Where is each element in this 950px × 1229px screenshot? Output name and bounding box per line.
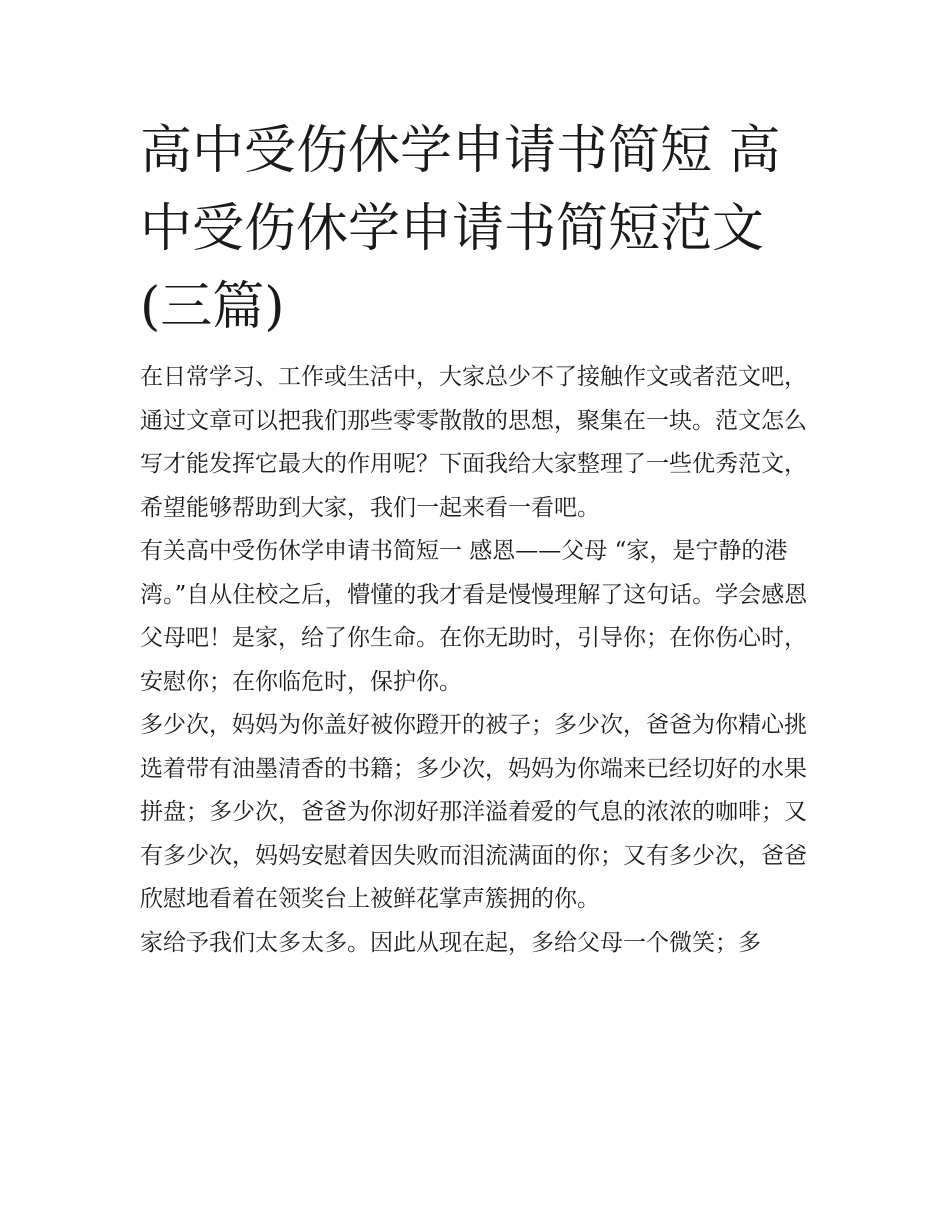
paragraph-memories: 多少次，妈妈为你盖好被你蹬开的被子；多少次，爸爸为你精心挑选着带有油墨清香的书籍；多少次，妈妈为你端来已经切好的水果拼盘；多少次，爸爸为你沏好那洋溢着爱的气息的浓浓的咖啡；又有多少次，妈妈安慰着因失败而泪流满面的你；又有多少次，爸爸欣慰地看着在领奖台上被鲜花掌声簇拥的你。: [140, 712, 807, 912]
document-title: 高中受伤休学申请书简短 高中受伤休学申请书简短范文(三篇): [140, 121, 781, 337]
paragraph-conclusion: 家给予我们太多太多。因此从现在起，多给父母一个微笑；多: [140, 929, 761, 956]
paragraph-intro: 在日常学习、工作或生活中，大家总少不了接触作文或者范文吧，通过文章可以把我们那些零零散散的思想，聚集在一块。范文怎么写才能发挥它最大的作用呢？下面我给大家整理了一些优秀范文，希望能够帮助到大家，我们一起来看一看吧。: [140, 364, 807, 521]
document-body: [140, 356, 820, 965]
paragraph-gratitude: 有关高中受伤休学申请书简短一 感恩——父母 “家，是宁静的港湾。”自从住校之后，懵懂的我才看是慢慢理解了这句话。学会感恩父母吧！是家，给了你生命。在你无助时，引导你；在你伤心时，安慰你；在你临危时，保护你。: [140, 538, 808, 695]
